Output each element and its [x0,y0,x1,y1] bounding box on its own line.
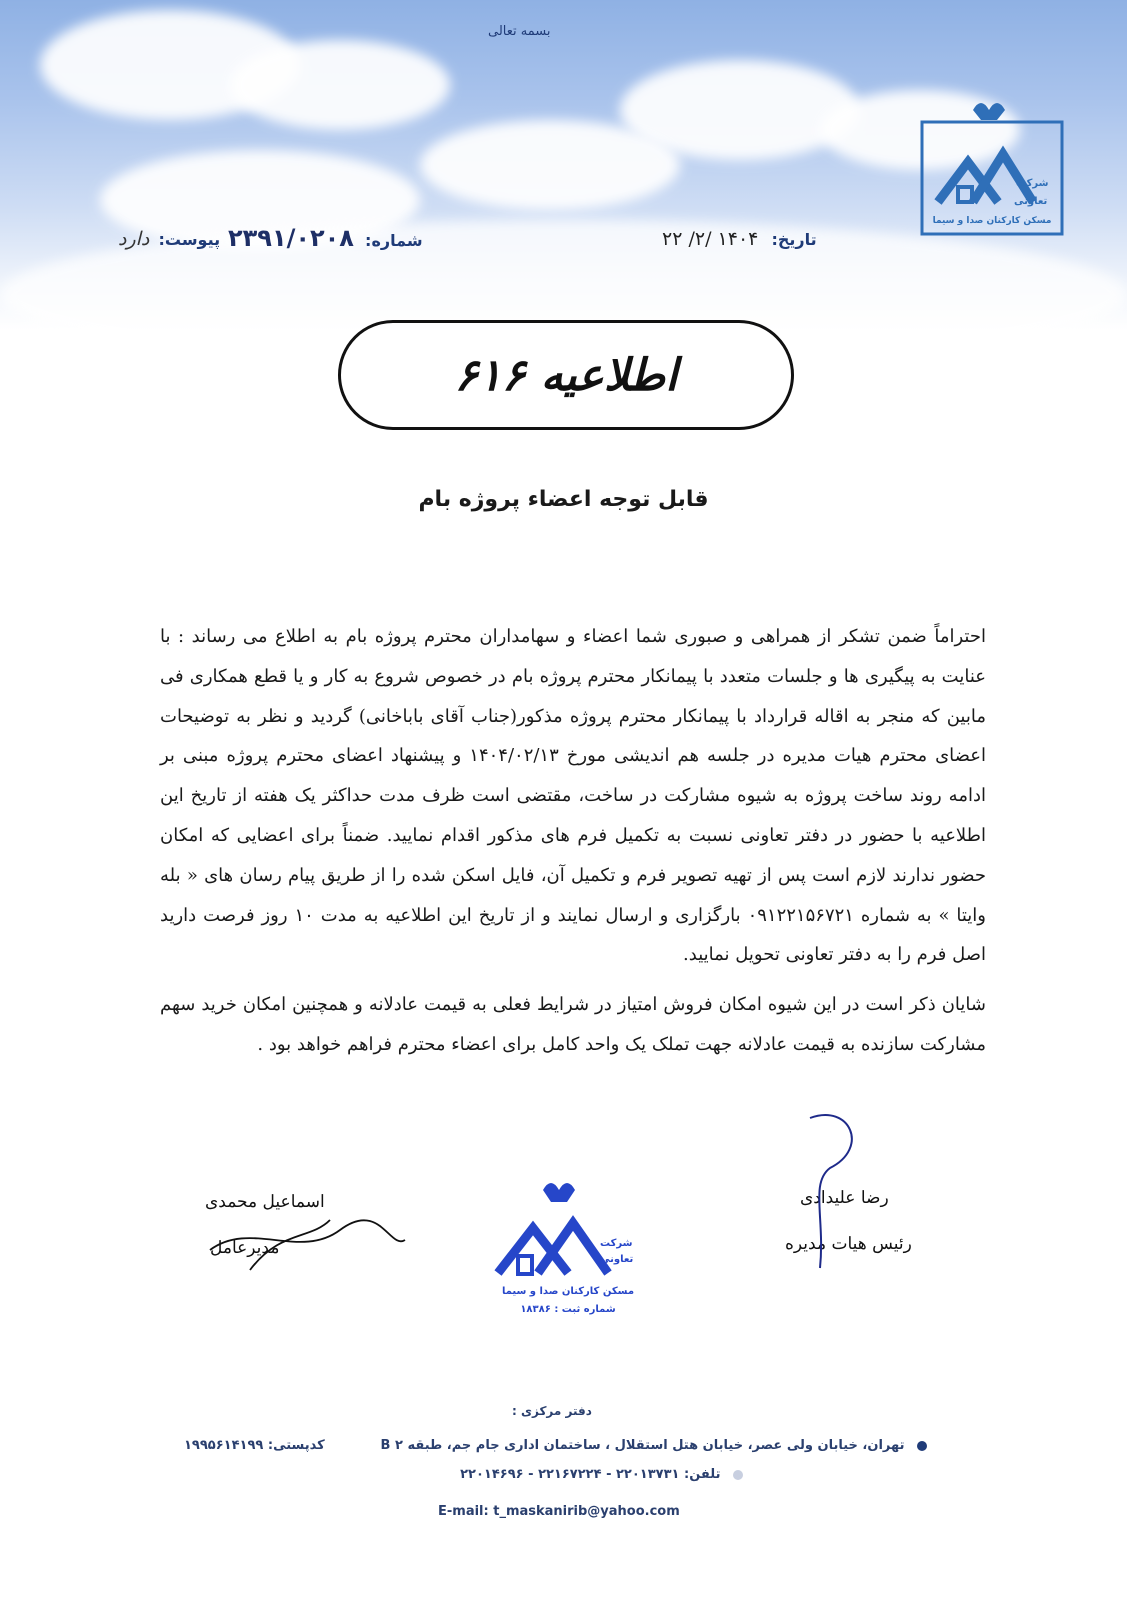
stamp-line3: مسکن کارکنان صدا و سیما [501,1286,635,1297]
ceo-signature-icon [190,1200,410,1280]
bullet-icon [917,1441,927,1451]
postal-line [184,1438,325,1453]
chairman-title: رئیس هیات مدیره [785,1234,912,1254]
postal-label: کدپستی: [267,1438,325,1453]
attachment-label: پیوست: [158,230,221,249]
letter-number-field [228,224,423,252]
office-label: دفتر مرکزی : [512,1404,592,1418]
chairman-name: رضا علیدادی [800,1188,889,1208]
ceo-name: اسماعیل محمدی [205,1192,325,1212]
date-value: ۱۴۰۴ /۲/ ۲۲ [662,228,759,250]
logo-org-line3: مسکن کارکنان صدا و سیما [932,216,1052,226]
phone-label: تلفن: [684,1467,721,1482]
attachment-field [118,228,220,250]
notice-body [160,617,986,1065]
letter-number-label: شماره: [365,231,423,250]
letter-number-value: ۲۳۹۱/۰۲۰۸ [228,224,354,252]
date-field [662,228,817,250]
stamp-line4: شماره ثبت : ۱۸۳۸۶ [520,1304,616,1315]
ceo-title: مدیرعامل [210,1238,280,1258]
email-line: E-mail: t_maskanirib@yahoo.com [438,1504,680,1519]
notice-title: اطلاعیه ۶۱۶ [454,349,678,401]
body-paragraph-2: شایان ذکر است در این شیوه امکان فروش امتیاز در شرایط فعلی به قیمت عادلانه و همچنین امکان خرید سهم مشارکت سازنده به قیمت عادلانه جهت تملک یک واحد کامل برای اعضاء محترم فراهم خواهد بود . [160,994,986,1055]
address-line [381,1438,927,1453]
company-stamp [488,1178,648,1328]
logo-org-line1: شرکت [1016,178,1049,189]
date-label: تاریخ: [771,230,817,249]
body-paragraph-1: احتراماً ضمن تشکر از همراهی و صبوری شما اعضاء و سهامداران محترم پروژه بام به اطلاع می رساند : با عنایت به پیگیری ها و جلسات متعدد با پیمانکار محترم پروژه بام در خصوص شروع به کار و یا قطع همکاری فی مابین که منجر به اقاله قرارداد با پیمانکار محترم پروژه مذکور(جناب آقای باباخانی) گردید و نظر به توضیحات اعضای محترم هیات مدیره در جلسه هم اندیشی مورخ ۱۴۰۴/۰۲/۱۳ و پیشنهاد اعضای محترم پروژه مبنی بر ادامه روند ساخت پروژه به شیوه مشارکت در ساخت، مقتضی است ظرف مدت حداکثر یک هفته از تاریخ این اطلاعیه با حضور در دفتر تعاونی نسبت به تکمیل فرم های مذکور اقدام نمایید. ضمناً برای اعضایی که امکان حضور ندارند لازم است پس از تهیه تصویر فرم و تکمیل آن، فایل اسکن شده را از طریق پیام رسان های « بله وایتا » به شماره ۰۹۱۲۲۱۵۶۷۲۱ بارگزاری و ارسال نمایند و از تاریخ این اطلاعیه به مدت ۱۰ روز فرصت دارید اصل فرم را به دفتر تعاونی تحویل نمایید. [160,626,986,966]
org-logo [918,92,1068,242]
notice-subject: قابل توجه اعضاء پروژه بام [418,487,709,512]
bullet-icon-2 [733,1470,743,1480]
invocation-text: بسمه تعالی [488,24,551,39]
attachment-value: دارد [118,228,150,250]
stamp-line2: تعاونی [600,1254,634,1265]
address-text: تهران، خیابان ولی عصر، خیابان هتل استقلال ، ساختمان اداری جام جم، طبقه ۲ B [380,1438,905,1453]
phone-line [460,1467,743,1482]
logo-org-line2: تعاونی [1014,196,1048,207]
chairman-signature-icon [770,1108,910,1278]
notice-title-box [338,320,794,430]
phone-numbers: ۲۲۰۱۳۷۳۱ - ۲۲۱۶۷۲۲۴ - ۲۲۰۱۴۶۹۶ [460,1467,680,1482]
postal-code: ۱۹۹۵۶۱۴۱۹۹ [184,1438,264,1453]
stamp-line1: شرکت [600,1238,633,1249]
